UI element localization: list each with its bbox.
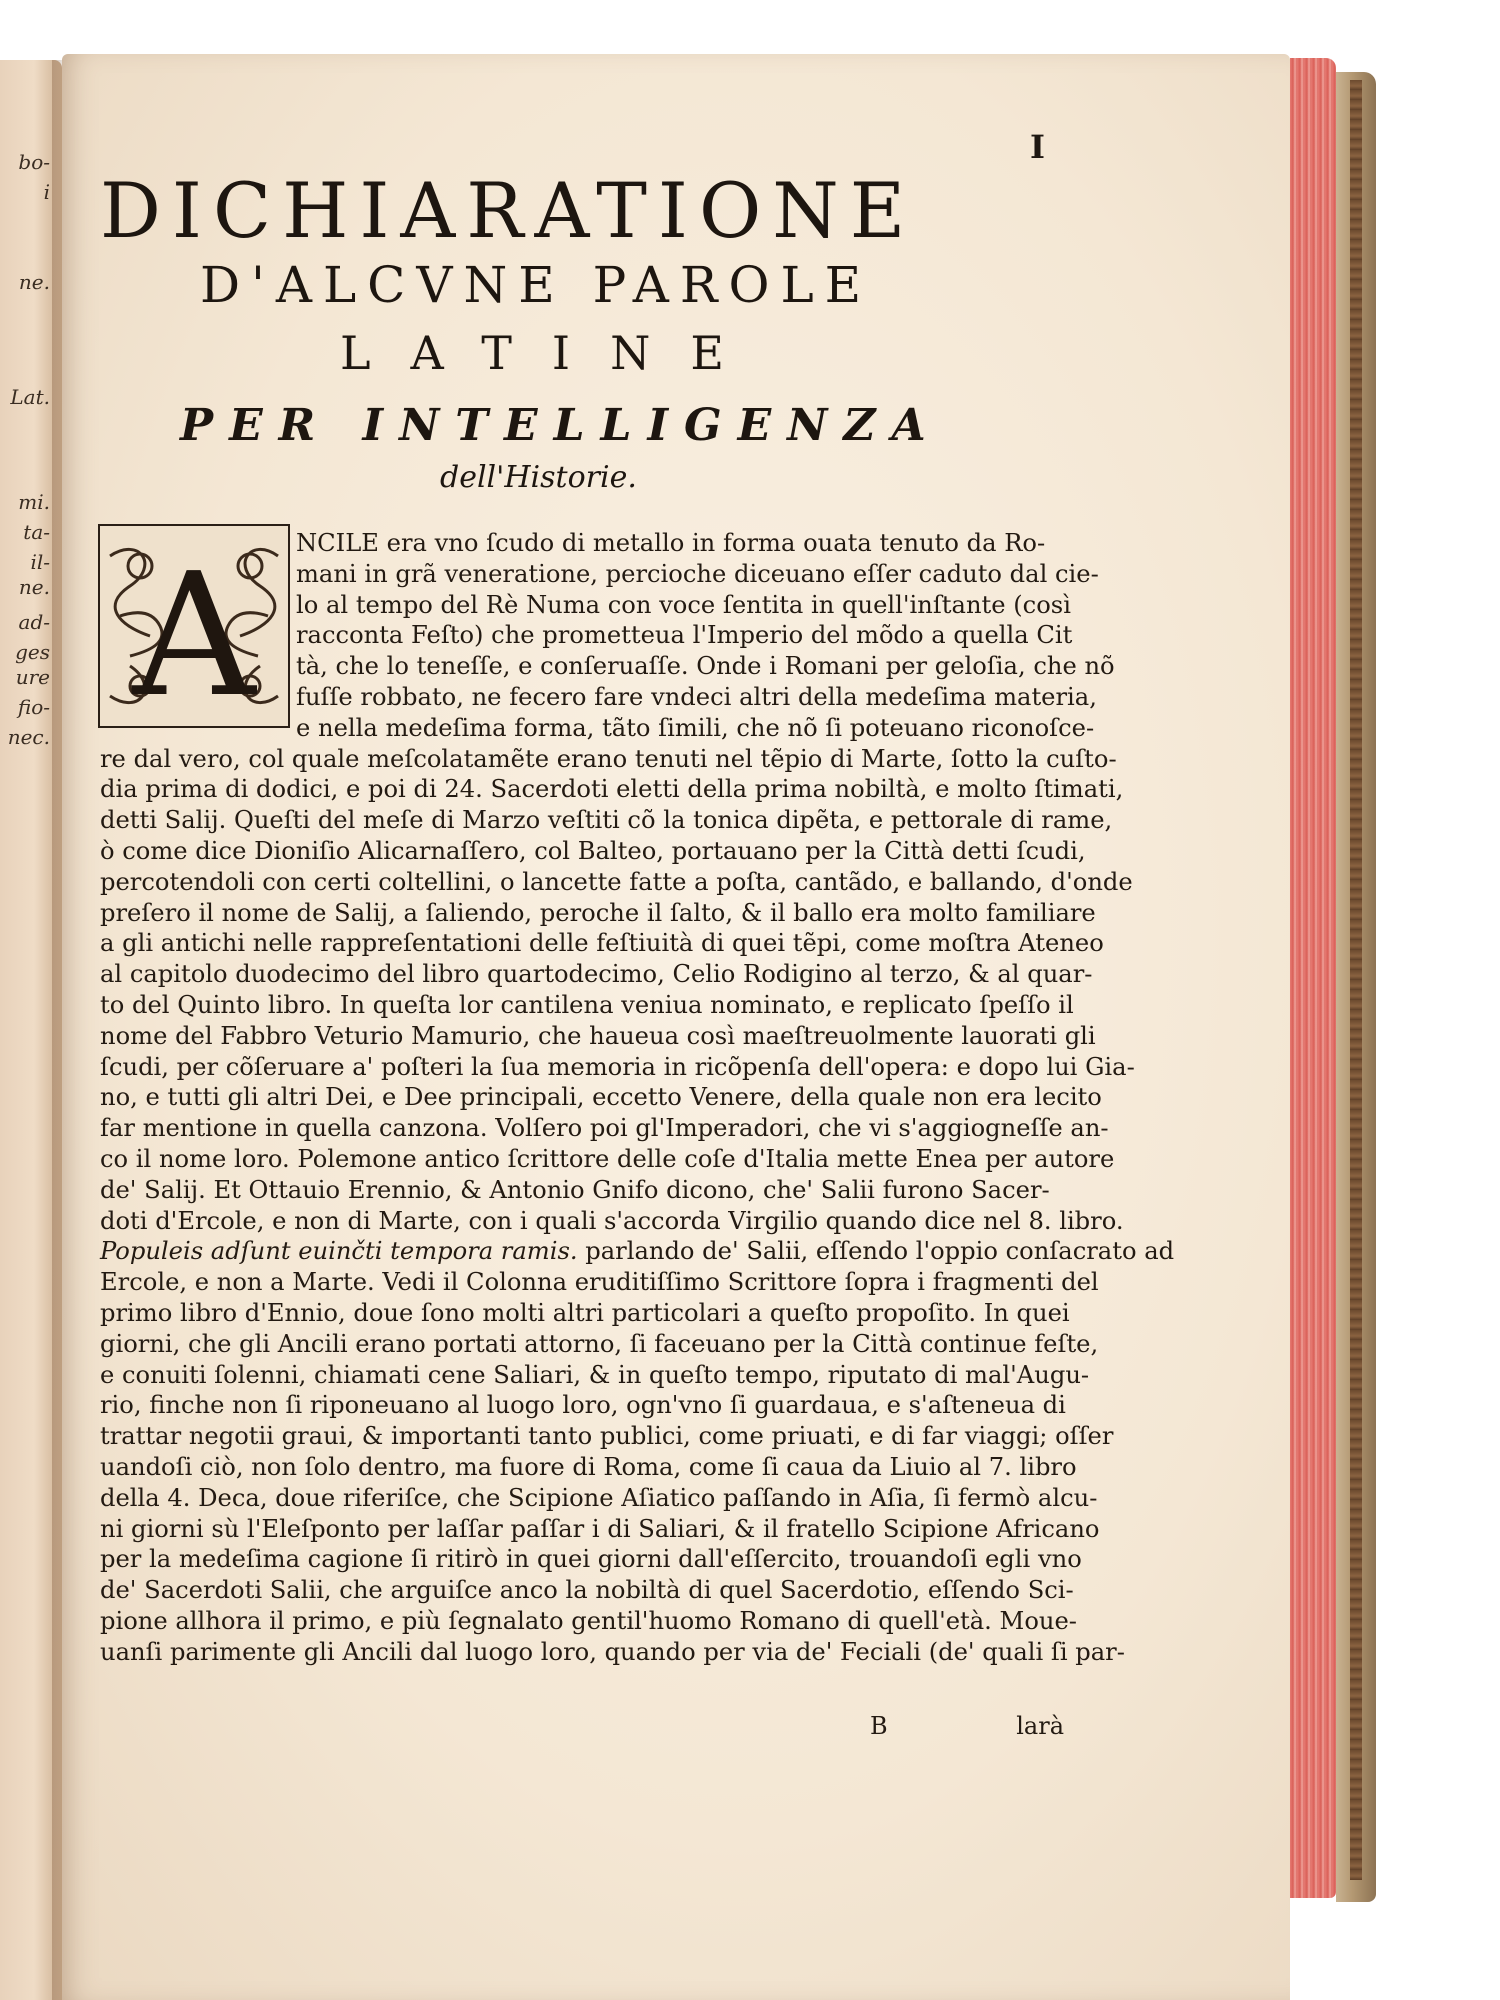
text-line: lo al tempo del Rè Numa con voce ſentita in quell'inſtante (così	[296, 590, 1071, 619]
text-line: al capitolo duodecimo del libro quartodecimo, Celio Rodigino al terzo, & al quar-	[100, 960, 1093, 989]
text-line: ſcudi, per cõſeruare a' poſteri la ſua memoria in ricõpenſa dell'opera: e dopo lui Gia-	[100, 1052, 1135, 1081]
text-line: della 4. Deca, doue riferiſce, che Scipione Aſiatico paſſando in Aſia, ſi fermò alcu-	[100, 1483, 1098, 1512]
text-line: percotendoli con certi coltellini, o lancette fatte a poſta, cantãdo, e ballando, d'onde	[100, 867, 1133, 896]
text-line: tà, che lo teneſſe, e conſeruaſſe. Onde i Romani per geloſia, che nõ	[296, 652, 1115, 681]
red-page-edges	[1290, 58, 1336, 1898]
text-line: uanſi parimente gli Ancili dal luogo loro, quando per via de' Feciali (de' quali ſi par-	[100, 1637, 1125, 1666]
text-line: de' Sacerdoti Salii, che arguiſce anco la nobiltà di quel Sacerdotio, eſſendo Sci-	[100, 1576, 1074, 1605]
text-line: giorni, che gli Ancili erano portati attorno, ſi faceuano per la Città continue feſte,	[100, 1329, 1099, 1358]
text-line: primo libro d'Ennio, doue ſono molti altri particolari a queſto propoſito. In quei	[100, 1298, 1070, 1327]
text-line: co il nome loro. Polemone antico ſcrittore delle coſe d'Italia mette Enea per autore	[100, 1144, 1115, 1173]
text-line: pione allhora il primo, e più ſegnalato gentil'huomo Romano di quell'età. Moue-	[100, 1606, 1077, 1635]
left-page-fragment: ges	[15, 640, 50, 664]
text-line: detti Salij. Queſti del meſe di Marzo veſtiti cõ la tonica dipẽta, e pettorale di rame,	[100, 806, 1113, 835]
text-line: per la medeſima cagione ſi ritirò in quei giorni dall'eſſercito, trouandoſi egli vno	[100, 1545, 1082, 1574]
left-page-fragment: bo-	[18, 150, 50, 174]
catchword: larà	[1016, 1712, 1064, 1740]
left-page-fragment: ta-	[23, 520, 50, 544]
body-text	[100, 528, 1175, 1667]
page-footer	[100, 1712, 1080, 1744]
title-line-5: dell'Historie.	[440, 460, 637, 495]
title-line-2: D'ALCVNE PAROLE	[200, 256, 873, 314]
title-line-4: PER INTELLIGENZA	[180, 400, 942, 451]
text-line: e nella medeſima forma, tãto ſimili, che nõ ſi poteuano riconoſce-	[296, 713, 1095, 742]
left-page-fragment: nec.	[7, 725, 50, 749]
left-page-fragment: fio-	[17, 695, 50, 719]
left-page-fragment: ure	[15, 665, 50, 689]
text-line: far mentione in quella canzona. Volſero poi gl'Imperadori, che vi s'aggiogneſſe an-	[100, 1114, 1109, 1143]
text-line: NCILE era vno ſcudo di metallo in forma ouata tenuto da Ro-	[296, 529, 1046, 557]
text-line: ò come dice Dioniſio Alicarnaſſero, col Balteo, portauano per la Città detti ſcudi,	[100, 836, 1086, 865]
left-page-fragment: Lat.	[10, 385, 50, 409]
text-line: Ercole, e non a Marte. Vedi il Colonna eruditiſſimo Scrittore ſopra i fragmenti del	[100, 1268, 1099, 1297]
text-line: Populeis adſunt euinčti tempora ramis. parlando de' Salii, eſſendo l'oppio conſacrato ad	[100, 1237, 1175, 1266]
text-line: ni giorni sù l'Eleſponto per laſſar paſſar i di Saliari, & il fratello Scipione Africano	[100, 1514, 1100, 1543]
left-page-fragment: ne.	[18, 270, 50, 294]
text-line: a gli antichi nelle rappreſentationi delle feſtiuità di quei tẽpi, come moſtra Ateneo	[100, 929, 1104, 958]
text-line: preſero il nome de Salij, a ſaliendo, peroche il ſalto, & il ballo era molto familiare	[100, 898, 1096, 927]
text-line: e conuiti ſolenni, chiamati cene Saliari, & in queſto tempo, riputato di mal'Augu-	[100, 1360, 1090, 1389]
binding-edge	[1350, 80, 1362, 1880]
left-page-fragment: ad-	[18, 610, 50, 634]
title-line-3: LATINE	[340, 326, 764, 380]
text-line: rio, finche non ſi riponeuano al luogo loro, ogn'vno ſi guardaua, e s'aſteneua di	[100, 1391, 1066, 1420]
drop-cap-letter: A	[132, 537, 256, 735]
signature-mark: B	[870, 1712, 888, 1740]
text-line: no, e tutti gli altri Dei, e Dee principali, eccetto Venere, della quale non era lecito	[100, 1083, 1102, 1112]
text-line: fuſſe robbato, ne fecero fare vndeci altri della medeſima materia,	[296, 682, 1097, 711]
text-line: de' Salij. Et Ottauio Erennio, & Antonio Gnifo dicono, che' Salii furono Sacer-	[100, 1175, 1050, 1204]
text-line: mani in grã veneratione, percioche diceuano eſſer caduto dal cie-	[296, 559, 1099, 588]
title-line-1: DICHIARATIONE	[100, 166, 917, 255]
left-page-fragment: i	[43, 180, 50, 204]
left-page-fragment: mi.	[18, 490, 50, 514]
page-number: I	[1030, 128, 1045, 166]
text-line: nome del Fabbro Veturio Mamurio, che haueua così maeſtreuolmente lauorati gli	[100, 1021, 1096, 1050]
text-line: trattar negotii graui, & importanti tanto publici, come priuati, e di far viaggi; oſſer	[100, 1422, 1114, 1451]
text-line: dia prima di dodici, e poi di 24. Sacerdoti eletti della prima nobiltà, e molto ſtimati,	[100, 775, 1124, 804]
text-line: re dal vero, col quale meſcolatamẽte erano tenuti nel tẽpio di Marte, ſotto la cuſto-	[100, 744, 1117, 773]
text-line: racconta Feſto) che prometteua l'Imperio del mõdo a quella Cit	[296, 621, 1073, 650]
text-line: to del Quinto libro. In queſta lor cantilena veniua nominato, e replicato ſpeſſo il	[100, 990, 1074, 1019]
left-page-fragment: ne.	[18, 575, 50, 599]
left-page-fragment: il-	[30, 550, 50, 574]
text-line: doti d'Ercole, e non di Marte, con i quali s'accorda Virgilio quando dice nel 8. libro.	[100, 1206, 1124, 1235]
text-line: uandoſi ciò, non ſolo dentro, ma fuore di Roma, come ſi caua da Liuio al 7. libro	[100, 1452, 1077, 1481]
